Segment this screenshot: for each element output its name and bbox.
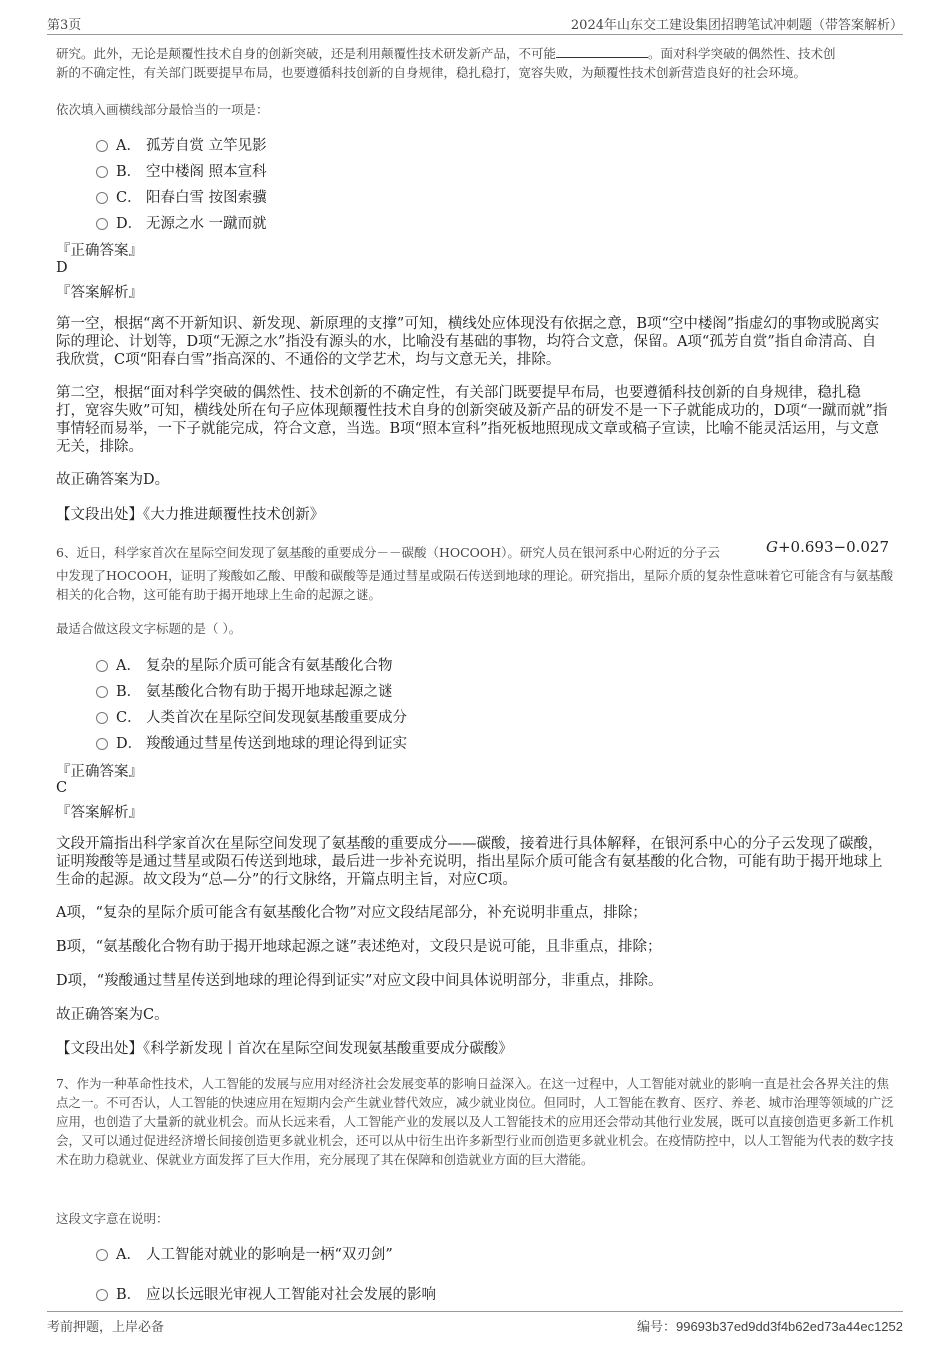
radio-icon[interactable]: [96, 712, 108, 724]
formula: [766, 538, 889, 556]
formula-rest: +0.693−0.027: [777, 538, 890, 556]
option-text: 羧酸通过彗星传送到地球的理论得到证实: [146, 735, 407, 752]
id-label: 编号：: [636, 1319, 676, 1334]
formula-variable: G: [766, 538, 778, 556]
option-letter: A．: [116, 657, 141, 674]
document-id: [637, 1316, 903, 1335]
option-letter: C．: [116, 709, 142, 726]
q5-option-b[interactable]: [96, 159, 267, 181]
q5-option-c[interactable]: [96, 185, 267, 207]
page-number: 第3页: [47, 18, 82, 33]
q5-answer-label: 『正确答案』: [56, 243, 143, 259]
option-letter: B．: [116, 683, 142, 700]
q6-option-c[interactable]: [96, 705, 407, 727]
option-letter: B．: [116, 163, 142, 180]
radio-icon[interactable]: [96, 218, 108, 230]
radio-icon[interactable]: [96, 1289, 108, 1301]
radio-icon[interactable]: [96, 738, 108, 750]
radio-icon[interactable]: [96, 192, 108, 204]
q7-option-a[interactable]: [96, 1242, 393, 1264]
id-value: 99693b37ed9dd3f4b62ed73a44ec1252: [675, 1319, 903, 1334]
passage-text: 新的不确定性，有关部门既要提早布局，也要遵循科技创新的自身规律，稳扎稳打，宽容失败，为颠覆性技术创新营造良好的社会环境。: [56, 65, 807, 80]
q6-analysis-d: D项，“羧酸通过彗星传送到地球的理论得到证实”对应文段中间具体说明部分，非重点，排除。: [56, 973, 663, 989]
q6-analysis-a: A项，“复杂的星际介质可能含有氨基酸化合物”对应文段结尾部分，补充说明非重点，排除；: [56, 905, 647, 921]
passage-text: 研究。此外，无论是颠覆性技术自身的创新突破，还是利用颠覆性技术研发新产品，不可能: [56, 46, 557, 61]
option-text: 人类首次在星际空间发现氨基酸重要成分: [146, 709, 407, 726]
radio-icon[interactable]: [96, 1249, 108, 1261]
q7-option-b[interactable]: [96, 1282, 436, 1304]
q7-prompt: 这段文字意在说明：: [56, 1211, 169, 1226]
q6-prompt: 最适合做这段文字标题的是（ ）。: [56, 621, 242, 636]
q6-stem-rest: 中发现了HOCOOH，证明了羧酸如乙酸、甲酸和碳酸等是通过彗星或陨石传送到地球的理论。研究指出，星际介质的复杂性意味着它可能含有与氨基酸相关的化合物，这可能有助于揭开地球上生命的起源之谜。: [56, 568, 894, 602]
q6-analysis-b: B项，“氨基酸化合物有助于揭开地球起源之谜”表述绝对，文段只是说可能，且非重点，排除；: [56, 939, 662, 955]
radio-icon[interactable]: [96, 166, 108, 178]
radio-icon[interactable]: [96, 686, 108, 698]
option-letter: A．: [116, 137, 141, 154]
option-text: 阳春白雪 按图索骥: [146, 189, 267, 206]
q6-conclusion: 故正确答案为C。: [56, 1007, 169, 1023]
q5-analysis-p1: 第一空，根据“离不开新知识、新发现、新原理的支撑”可知，横线处应体现没有依据之意，B项“空中楼阁”指虚幻的事物或脱离实际的理论、计划等，D项“无源之水”指没有源头的水，比喻没有基础的事物，均符合文意，保留。A项“孤芳自赏”指自命清高、自我欣赏，C项“阳春白雪”指高深的、不通俗的文学艺术，均与文意无关，排除。: [56, 316, 880, 368]
q5-passage-tail: [56, 44, 896, 82]
q5-analysis-label: 『答案解析』: [56, 285, 143, 301]
q6-stem-line1: 6、近日，科学家首次在星际空间发现了氨基酸的重要成分－－碳酸（HOCOOH）。研究人员在银河系中心附近的分子云: [56, 545, 720, 560]
option-letter: A．: [116, 1246, 141, 1263]
q5-analysis-p2: 第二空，根据“面对科学突破的偶然性、技术创新的不确定性，有关部门既要提早布局，也要遵循科技创新的自身规律，稳扎稳打，宽容失败”可知，横线处所在句子应体现颠覆性技术自身的创新突破及新产品的研发不是一下子就能成功的，D项“一蹴而就”指事情轻而易举，一下子就能完成，符合文意，当选。B项“照本宣科”指死板地照现成文章或稿子宣读，比喻不能灵活运用，与文意无关，排除。: [56, 385, 888, 455]
option-letter: C．: [116, 189, 142, 206]
q6-option-b[interactable]: [96, 679, 393, 701]
q5-source: 【文段出处】《大力推进颠覆性技术创新》: [56, 507, 325, 523]
q6-answer: C: [56, 780, 68, 796]
option-letter: B．: [116, 1286, 142, 1303]
option-text: 氨基酸化合物有助于揭开地球起源之谜: [146, 683, 393, 700]
option-letter: D．: [116, 215, 143, 232]
option-text: 孤芳自赏 立竿见影: [146, 137, 267, 154]
page-header: [47, 12, 903, 35]
q6-analysis-p1: 文段开篇指出科学家首次在星际空间发现了氨基酸的重要成分——碳酸，接着进行具体解释，在银河系中心的分子云发现了碳酸，证明羧酸等是通过彗星或陨石传送到地球，最后进一步补充说明，指出星际介质可能含有氨基酸的化合物，可能有助于揭开地球上生命的起源。故文段为“总—分”的行文脉络，开篇点明主旨，对应C项。: [56, 836, 883, 888]
fill-blank: [556, 45, 648, 58]
q5-prompt: 依次填入画横线部分最恰当的一项是：: [56, 102, 269, 117]
q5-option-a[interactable]: [96, 133, 267, 155]
option-text: 空中楼阁 照本宣科: [146, 163, 267, 180]
q7-stem: 7、作为一种革命性技术，人工智能的发展与应用对经济社会发展变革的影响日益深入。在这一过程中，人工智能对就业的影响一直是社会各界关注的焦点之一。不可否认，人工智能的快速应用在短期内会产生就业替代效应，减少就业岗位。但同时，人工智能在教育、医疗、养老、城市治理等领域的广泛应用，也创造了大量新的就业机会。而从长远来看，人工智能产业的发展以及人工智能技术的应用还会带动其他行业发展，既可以直接创造更多新工作机会，又可以通过促进经济增长间接创造更多就业机会，还可以从中衍生出许多新型行业而创造更多就业机会。在疫情防控中，以人工智能为代表的数字技术在助力稳就业、保就业方面发挥了巨大作用，充分展现了其在保障和创造就业方面的巨大潜能。: [56, 1076, 894, 1167]
q6-source: 【文段出处】《科学新发现丨首次在星际空间发现氨基酸重要成分碳酸》: [56, 1041, 513, 1057]
radio-icon[interactable]: [96, 660, 108, 672]
passage-text: 。面对科学突破的偶然性、技术创: [648, 46, 836, 61]
option-text: 复杂的星际介质可能含有氨基酸化合物: [146, 657, 393, 674]
q6-option-a[interactable]: [96, 653, 393, 675]
option-text: 人工智能对就业的影响是一柄“双刃剑”: [146, 1246, 393, 1263]
q5-conclusion: 故正确答案为D。: [56, 472, 170, 488]
footer-slogan: 考前押题，上岸必备: [47, 1320, 165, 1335]
q5-answer: D: [56, 260, 68, 276]
option-letter: D．: [116, 735, 143, 752]
option-text: 应以长远眼光审视人工智能对社会发展的影响: [146, 1286, 436, 1303]
q6-analysis-label: 『答案解析』: [56, 805, 143, 821]
q6-option-d[interactable]: [96, 731, 407, 753]
page-footer: [47, 1311, 903, 1336]
document-title: 2024年山东交工建设集团招聘笔试冲刺题（带答案解析）: [570, 18, 903, 33]
q5-option-d[interactable]: [96, 211, 267, 233]
radio-icon[interactable]: [96, 140, 108, 152]
option-text: 无源之水 一蹴而就: [146, 215, 267, 232]
q6-answer-label: 『正确答案』: [56, 764, 143, 780]
